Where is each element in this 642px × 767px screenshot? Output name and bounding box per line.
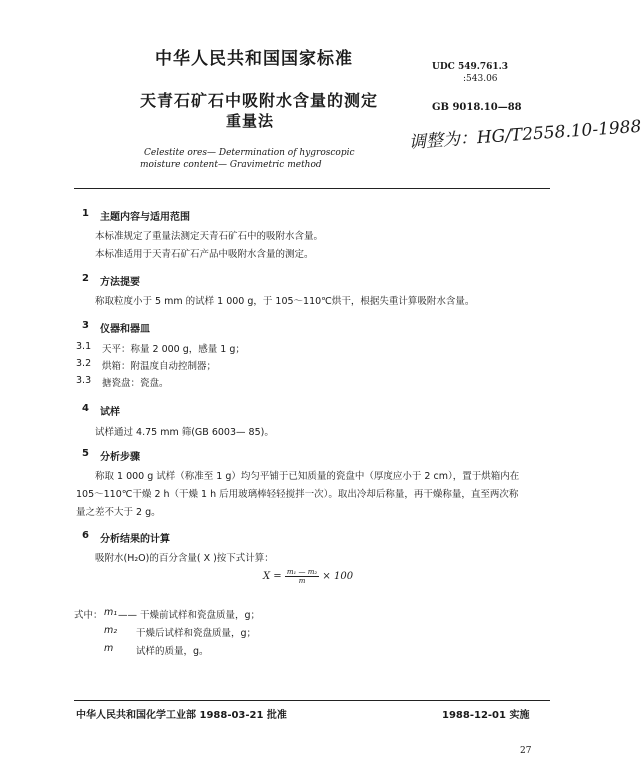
list-item: 搪瓷盘：瓷盘。 <box>102 378 169 389</box>
section-6-title: 分析结果的计算 <box>100 534 170 545</box>
list-item: 天平：称量 2 000 g，感量 1 g； <box>102 344 245 355</box>
section-4-title: 试样 <box>100 407 120 418</box>
section-6-number: 6 <box>82 530 89 541</box>
variable-symbol: m₂ <box>104 625 118 636</box>
section-5-paragraph: 量之差不大于 2 g。 <box>76 507 161 518</box>
standard-header-title: 中华人民共和国国家标准 <box>155 49 353 69</box>
variable-symbol: m <box>104 643 114 654</box>
where-label: 式中： <box>74 610 103 621</box>
document-title-en: Celestite ores— Determination of hygroscopic <box>144 148 355 158</box>
section-1-paragraph: 本标准适用于天青石矿石产品中吸附水含量的测定。 <box>95 249 314 260</box>
udc-code-suffix: :543.06 <box>463 74 498 84</box>
section-3-title: 仪器和器皿 <box>100 324 150 335</box>
item-number: 3.3 <box>76 375 92 386</box>
section-4-number: 4 <box>82 403 89 414</box>
variable-definition: —— 干燥前试样和瓷盘质量，g； <box>118 610 261 621</box>
formula-denominator: m <box>298 577 306 585</box>
formula-fraction <box>285 568 319 585</box>
section-5-paragraph: 105～110℃干燥 2 h（干燥 1 h 后用玻璃棒轻轻搅拌一次）。取出冷却后称量，再干燥称量，直至两次称 <box>76 489 519 500</box>
section-2-title: 方法提要 <box>100 277 140 288</box>
udc-code: UDC 549.761.3 <box>432 62 509 72</box>
implementation-date: 1988-12-01 实施 <box>442 710 530 721</box>
document-title-zh: 天青石矿石中吸附水含量的测定 <box>140 91 379 110</box>
section-5-paragraph: 称取 1 000 g 试样（称准至 1 g）均匀平铺于已知质量的瓷盘中（厚度应小于 2 cm），置于烘箱内在 <box>95 471 520 482</box>
formula-lhs: X = <box>263 571 282 582</box>
section-1-number: 1 <box>82 208 89 219</box>
variable-definition: 试样的质量，g。 <box>136 646 209 657</box>
item-number: 3.1 <box>76 341 92 352</box>
section-3-number: 3 <box>82 320 89 331</box>
section-1-paragraph: 本标准规定了重量法测定天青石矿石中的吸附水含量。 <box>95 231 324 242</box>
section-2-number: 2 <box>82 273 89 284</box>
document-subtitle-zh: 重量法 <box>226 112 275 130</box>
formula <box>263 568 353 585</box>
section-6-paragraph: 吸附水(H₂O)的百分含量( X )按下式计算： <box>95 553 274 564</box>
item-number: 3.2 <box>76 358 92 369</box>
page-number: 27 <box>520 746 532 756</box>
approval-text: 中华人民共和国化学工业部 1988-03-21 批准 <box>76 710 287 721</box>
footer-divider <box>74 700 550 701</box>
variable-symbol: m₁ <box>104 607 118 618</box>
section-5-number: 5 <box>82 448 89 459</box>
variable-definition: 干燥后试样和瓷盘质量，g； <box>136 628 257 639</box>
section-5-title: 分析步骤 <box>100 452 140 463</box>
section-4-paragraph: 试样通过 4.75 mm 筛(GB 6003— 85)。 <box>95 427 274 438</box>
list-item: 烘箱：附温度自动控制器； <box>102 361 217 372</box>
gb-code: GB 9018.10—88 <box>432 102 522 113</box>
document-title-en-line2: moisture content— Gravimetric method <box>140 160 322 170</box>
formula-rhs: × 100 <box>322 571 354 582</box>
section-2-paragraph: 称取粒度小于 5 mm 的试样 1 000 g，于 105～110℃烘干，根据失重计算吸附水含量。 <box>95 296 475 307</box>
section-1-title: 主题内容与适用范围 <box>100 212 190 223</box>
formula-numerator: m₁ — m₂ <box>286 568 318 576</box>
header-divider <box>74 188 550 189</box>
handwritten-annotation: 调整为：HG/T2558.10-1988 <box>408 116 642 153</box>
